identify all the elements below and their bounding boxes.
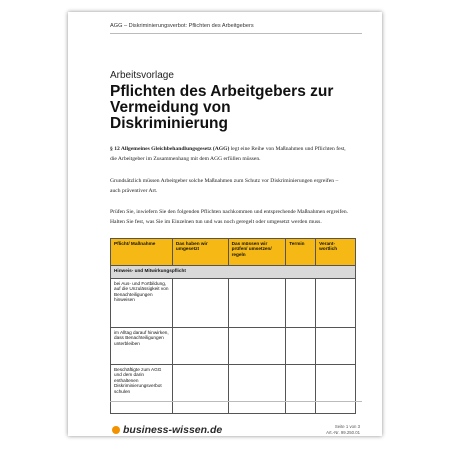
footer-divider [110, 401, 362, 402]
page-number: Seite 1 von 3 [334, 424, 360, 429]
table-row [111, 279, 356, 328]
responsible-cell[interactable] [316, 279, 356, 328]
obligation-cell: im Alltag darauf hinwirken, dass Benachteiligungen unterbleiben [111, 328, 173, 365]
document-page [68, 12, 382, 436]
running-header: AGG – Diskriminierungsverbot: Pflichten des Arbeitgebers [110, 23, 362, 34]
document-title: Pflichten des Arbeitgebers zur Vermeidung von Diskriminierung [110, 83, 334, 132]
intro-paragraph [110, 144, 350, 164]
todo-cell[interactable] [228, 365, 286, 414]
table-row [111, 365, 356, 414]
page-meta [326, 424, 360, 436]
implemented-cell[interactable] [172, 279, 228, 328]
table-section-row [111, 266, 356, 279]
date-cell[interactable] [286, 328, 316, 365]
implemented-cell[interactable] [172, 365, 228, 414]
todo-cell[interactable] [228, 328, 286, 365]
column-header-date: Termin [286, 239, 316, 266]
brand-logo [112, 424, 222, 436]
column-header-todo: Das müssen wir prüfen/ umsetzen/ regeln [228, 239, 286, 266]
responsible-cell[interactable] [316, 328, 356, 365]
article-number: Art.-Nr. 99.250.01 [326, 430, 360, 435]
date-cell[interactable] [286, 279, 316, 328]
column-header-responsible: Verant-wortlich [316, 239, 356, 266]
logo-dot-icon [112, 426, 120, 434]
logo-wordmark: business-wissen.de [123, 424, 223, 436]
intro-paragraph-rest: legt eine Reihe von Maßnahmen und Pflichten fest, die Arbeitgeber im Zusammenhang mit dem AGG erfüllen müssen. [110, 146, 346, 162]
obligations-table [110, 238, 356, 414]
section-title: Hinweis- und Mitwirkungspflicht [111, 266, 356, 279]
obligation-cell: Beschäftigte zum AGG und dem darin enthaltenen Diskriminierungsverbot schulen [111, 365, 173, 414]
principle-paragraph: Grundsätzlich müssen Arbeitgeber solche Maßnahmen zum Schutz vor Diskriminierungen ergreifen – auch präventiver Art. [110, 178, 339, 194]
law-reference: § 12 Allgemeines Gleichbehandlungsgesetz (AGG) [110, 146, 230, 152]
date-cell[interactable] [286, 365, 316, 414]
table-header-row [111, 239, 356, 266]
instruction-paragraph: Prüfen Sie, inwiefern Sie den folgenden Pflichten nachkommen und entsprechende Maßnahmen ergreifen. Halten Sie fest, was Sie im Einzelnen tun und was noch geregelt oder umgesetzt werden muss. [110, 209, 349, 225]
implemented-cell[interactable] [172, 328, 228, 365]
document-kicker: Arbeitsvorlage [110, 70, 174, 81]
responsible-cell[interactable] [316, 365, 356, 414]
obligation-cell: bei Aus- und Fortbildung, auf die Unzulässigkeit von Benachteiligungen hinweisen [111, 279, 173, 328]
column-header-implemented: Das haben wir umgesetzt [172, 239, 228, 266]
table-row [111, 328, 356, 365]
column-header-obligation: Pflicht/ Maßnahme [111, 239, 173, 266]
todo-cell[interactable] [228, 279, 286, 328]
